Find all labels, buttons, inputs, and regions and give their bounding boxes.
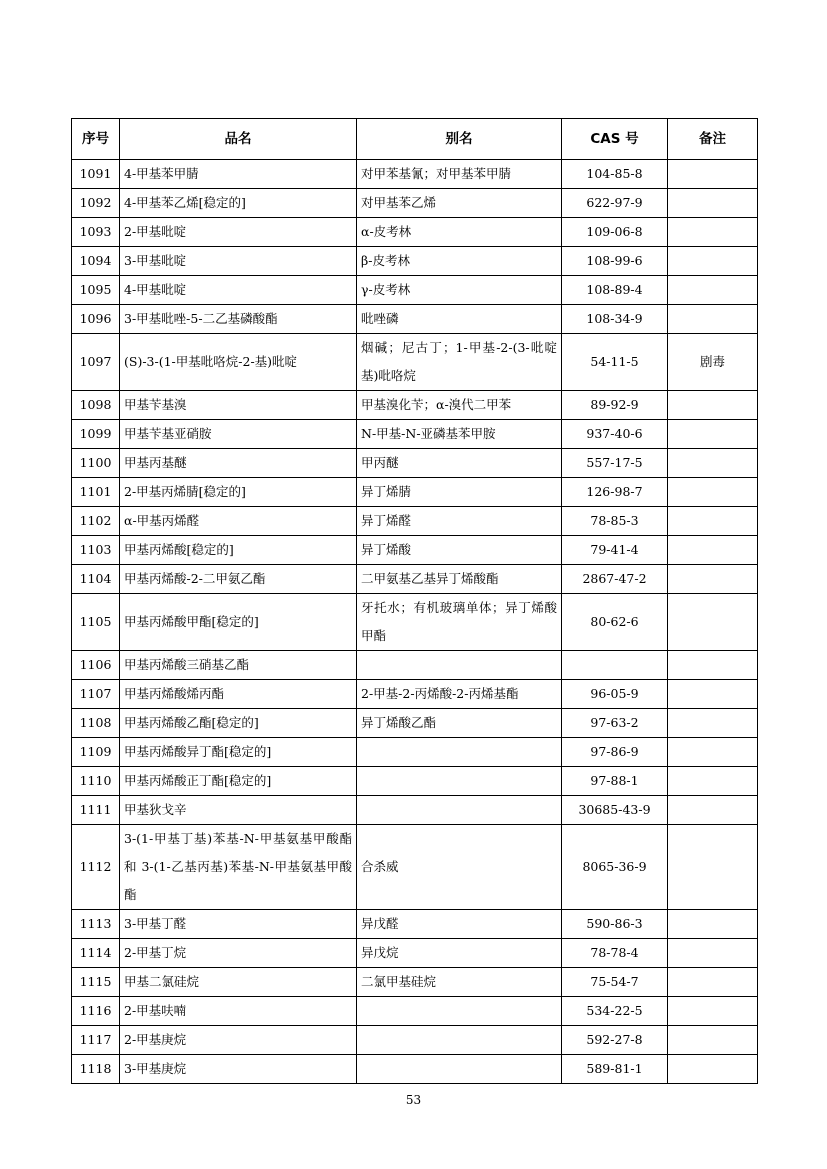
cell-note — [668, 536, 758, 565]
cell-note — [668, 478, 758, 507]
table-row — [72, 767, 758, 796]
table-row — [72, 738, 758, 767]
cell-cas: 97-86-9 — [562, 738, 668, 767]
cell-note: 剧毒 — [668, 334, 758, 391]
cell-name: 甲基苄基亚硝胺 — [120, 420, 357, 449]
cell-note — [668, 796, 758, 825]
cell-cas: 104-85-8 — [562, 160, 668, 189]
cell-seq: 1096 — [72, 305, 120, 334]
cell-alias: 异丁烯腈 — [357, 478, 562, 507]
cell-name: 3-(1-甲基丁基)苯基-N-甲基氨基甲酸酯 和 3-(1-乙基丙基)苯基-N-甲基氨基甲酸酯 — [120, 825, 357, 910]
cell-alias: N-甲基-N-亚磷基苯甲胺 — [357, 420, 562, 449]
table-row — [72, 420, 758, 449]
cell-alias: γ-皮考林 — [357, 276, 562, 305]
cell-alias: 甲基溴化苄；α-溴代二甲苯 — [357, 391, 562, 420]
cell-note — [668, 507, 758, 536]
cell-cas: 108-89-4 — [562, 276, 668, 305]
cell-name: 甲基狄戈辛 — [120, 796, 357, 825]
table-row — [72, 276, 758, 305]
cell-alias: 二氯甲基硅烷 — [357, 968, 562, 997]
cell-seq: 1098 — [72, 391, 120, 420]
cell-cas: 592-27-8 — [562, 1026, 668, 1055]
cell-cas — [562, 651, 668, 680]
table-row — [72, 160, 758, 189]
cell-name: 3-甲基丁醛 — [120, 910, 357, 939]
cell-cas: 589-81-1 — [562, 1055, 668, 1084]
cell-cas: 8065-36-9 — [562, 825, 668, 910]
cell-seq: 1102 — [72, 507, 120, 536]
cell-alias — [357, 997, 562, 1026]
cell-name: 3-甲基吡啶 — [120, 247, 357, 276]
cell-name: 甲基苄基溴 — [120, 391, 357, 420]
chemical-list-table — [71, 118, 758, 1084]
cell-name: 2-甲基丁烷 — [120, 939, 357, 968]
cell-seq: 1101 — [72, 478, 120, 507]
cell-seq: 1106 — [72, 651, 120, 680]
cell-seq: 1105 — [72, 594, 120, 651]
cell-alias: 甲丙醚 — [357, 449, 562, 478]
cell-cas: 78-85-3 — [562, 507, 668, 536]
cell-note — [668, 910, 758, 939]
cell-cas: 75-54-7 — [562, 968, 668, 997]
cell-cas: 78-78-4 — [562, 939, 668, 968]
cell-cas: 622-97-9 — [562, 189, 668, 218]
cell-note — [668, 968, 758, 997]
cell-name: 甲基丙烯酸[稳定的] — [120, 536, 357, 565]
table-row — [72, 565, 758, 594]
cell-seq: 1113 — [72, 910, 120, 939]
table-row — [72, 1026, 758, 1055]
cell-seq: 1111 — [72, 796, 120, 825]
cell-note — [668, 305, 758, 334]
cell-seq: 1115 — [72, 968, 120, 997]
table-row — [72, 939, 758, 968]
cell-cas: 79-41-4 — [562, 536, 668, 565]
cell-alias: 异丁烯酸乙酯 — [357, 709, 562, 738]
table-row — [72, 478, 758, 507]
cell-note — [668, 189, 758, 218]
cell-seq: 1116 — [72, 997, 120, 1026]
cell-note — [668, 565, 758, 594]
cell-cas: 80-62-6 — [562, 594, 668, 651]
cell-note — [668, 247, 758, 276]
table-row — [72, 218, 758, 247]
cell-seq: 1104 — [72, 565, 120, 594]
cell-name: 甲基丙基醚 — [120, 449, 357, 478]
table-row — [72, 391, 758, 420]
cell-cas: 590-86-3 — [562, 910, 668, 939]
cell-seq: 1100 — [72, 449, 120, 478]
header-cas: CAS 号 — [562, 119, 668, 160]
table-row — [72, 305, 758, 334]
cell-name: 甲基丙烯酸-2-二甲氨乙酯 — [120, 565, 357, 594]
cell-seq: 1095 — [72, 276, 120, 305]
cell-name: 2-甲基庚烷 — [120, 1026, 357, 1055]
cell-alias — [357, 738, 562, 767]
cell-note — [668, 449, 758, 478]
cell-seq: 1092 — [72, 189, 120, 218]
cell-cas: 30685-43-9 — [562, 796, 668, 825]
cell-note — [668, 1026, 758, 1055]
cell-note — [668, 825, 758, 910]
cell-name: 2-甲基丙烯腈[稳定的] — [120, 478, 357, 507]
cell-note — [668, 160, 758, 189]
cell-seq: 1097 — [72, 334, 120, 391]
cell-cas: 108-34-9 — [562, 305, 668, 334]
cell-cas: 97-63-2 — [562, 709, 668, 738]
cell-name: 甲基丙烯酸三硝基乙酯 — [120, 651, 357, 680]
cell-alias: 烟碱；尼古丁；1-甲基-2-(3-吡啶基)吡咯烷 — [357, 334, 562, 391]
cell-seq: 1093 — [72, 218, 120, 247]
cell-name: 3-甲基庚烷 — [120, 1055, 357, 1084]
cell-cas: 96-05-9 — [562, 680, 668, 709]
cell-cas: 534-22-5 — [562, 997, 668, 1026]
cell-note — [668, 709, 758, 738]
cell-name: 2-甲基吡啶 — [120, 218, 357, 247]
cell-name: 甲基丙烯酸烯丙酯 — [120, 680, 357, 709]
cell-seq: 1094 — [72, 247, 120, 276]
cell-cas: 89-92-9 — [562, 391, 668, 420]
header-name: 品名 — [120, 119, 357, 160]
header-alias: 别名 — [357, 119, 562, 160]
cell-note — [668, 939, 758, 968]
cell-alias: 异戊烷 — [357, 939, 562, 968]
cell-name: 4-甲基苯乙烯[稳定的] — [120, 189, 357, 218]
cell-cas: 54-11-5 — [562, 334, 668, 391]
cell-seq: 1118 — [72, 1055, 120, 1084]
table-row — [72, 968, 758, 997]
header-note: 备注 — [668, 119, 758, 160]
table-row — [72, 651, 758, 680]
cell-alias: 对甲苯基氰；对甲基苯甲腈 — [357, 160, 562, 189]
cell-name: 4-甲基吡啶 — [120, 276, 357, 305]
cell-cas: 2867-47-2 — [562, 565, 668, 594]
cell-note — [668, 651, 758, 680]
cell-name: (S)-3-(1-甲基吡咯烷-2-基)吡啶 — [120, 334, 357, 391]
cell-note — [668, 391, 758, 420]
cell-alias: 二甲氨基乙基异丁烯酸酯 — [357, 565, 562, 594]
cell-alias: 2-甲基-2-丙烯酸-2-丙烯基酯 — [357, 680, 562, 709]
cell-name: 甲基丙烯酸异丁酯[稳定的] — [120, 738, 357, 767]
cell-alias — [357, 651, 562, 680]
cell-name: 2-甲基呋喃 — [120, 997, 357, 1026]
cell-cas: 126-98-7 — [562, 478, 668, 507]
header-seq: 序号 — [72, 119, 120, 160]
cell-note — [668, 1055, 758, 1084]
table-row — [72, 1055, 758, 1084]
cell-note — [668, 594, 758, 651]
table-row — [72, 507, 758, 536]
cell-alias: α-皮考林 — [357, 218, 562, 247]
table-row — [72, 247, 758, 276]
cell-alias: 对甲基苯乙烯 — [357, 189, 562, 218]
page-number: 53 — [405, 1093, 422, 1107]
cell-seq: 1099 — [72, 420, 120, 449]
table-header-row — [72, 119, 758, 160]
cell-seq: 1117 — [72, 1026, 120, 1055]
cell-note — [668, 276, 758, 305]
cell-alias — [357, 767, 562, 796]
cell-alias — [357, 1026, 562, 1055]
cell-name: 甲基丙烯酸甲酯[稳定的] — [120, 594, 357, 651]
table-row — [72, 449, 758, 478]
cell-cas: 108-99-6 — [562, 247, 668, 276]
cell-seq: 1107 — [72, 680, 120, 709]
cell-seq: 1108 — [72, 709, 120, 738]
cell-seq: 1112 — [72, 825, 120, 910]
cell-name: 甲基二氯硅烷 — [120, 968, 357, 997]
cell-cas: 109-06-8 — [562, 218, 668, 247]
table-row — [72, 594, 758, 651]
table-row — [72, 825, 758, 910]
cell-alias: 异丁烯醛 — [357, 507, 562, 536]
cell-seq: 1109 — [72, 738, 120, 767]
cell-alias — [357, 1055, 562, 1084]
table-row — [72, 680, 758, 709]
cell-name: 甲基丙烯酸正丁酯[稳定的] — [120, 767, 357, 796]
cell-alias: β-皮考林 — [357, 247, 562, 276]
cell-name: 3-甲基吡唑-5-二乙基磷酸酯 — [120, 305, 357, 334]
cell-seq: 1110 — [72, 767, 120, 796]
table-row — [72, 189, 758, 218]
cell-cas: 937-40-6 — [562, 420, 668, 449]
cell-note — [668, 738, 758, 767]
cell-seq: 1114 — [72, 939, 120, 968]
cell-alias — [357, 796, 562, 825]
cell-note — [668, 767, 758, 796]
cell-note — [668, 680, 758, 709]
table-row — [72, 796, 758, 825]
cell-name: 4-甲基苯甲腈 — [120, 160, 357, 189]
cell-alias: 吡唑磷 — [357, 305, 562, 334]
cell-cas: 557-17-5 — [562, 449, 668, 478]
cell-note — [668, 218, 758, 247]
table-row — [72, 709, 758, 738]
cell-alias: 异丁烯酸 — [357, 536, 562, 565]
cell-name: α-甲基丙烯醛 — [120, 507, 357, 536]
cell-alias: 牙托水；有机玻璃单体；异丁烯酸甲酯 — [357, 594, 562, 651]
table-row — [72, 910, 758, 939]
table-row — [72, 536, 758, 565]
cell-note — [668, 997, 758, 1026]
cell-seq: 1103 — [72, 536, 120, 565]
cell-cas: 97-88-1 — [562, 767, 668, 796]
cell-alias: 合杀威 — [357, 825, 562, 910]
cell-note — [668, 420, 758, 449]
table-row — [72, 997, 758, 1026]
cell-seq: 1091 — [72, 160, 120, 189]
table-row — [72, 334, 758, 391]
cell-alias: 异戊醛 — [357, 910, 562, 939]
cell-name: 甲基丙烯酸乙酯[稳定的] — [120, 709, 357, 738]
